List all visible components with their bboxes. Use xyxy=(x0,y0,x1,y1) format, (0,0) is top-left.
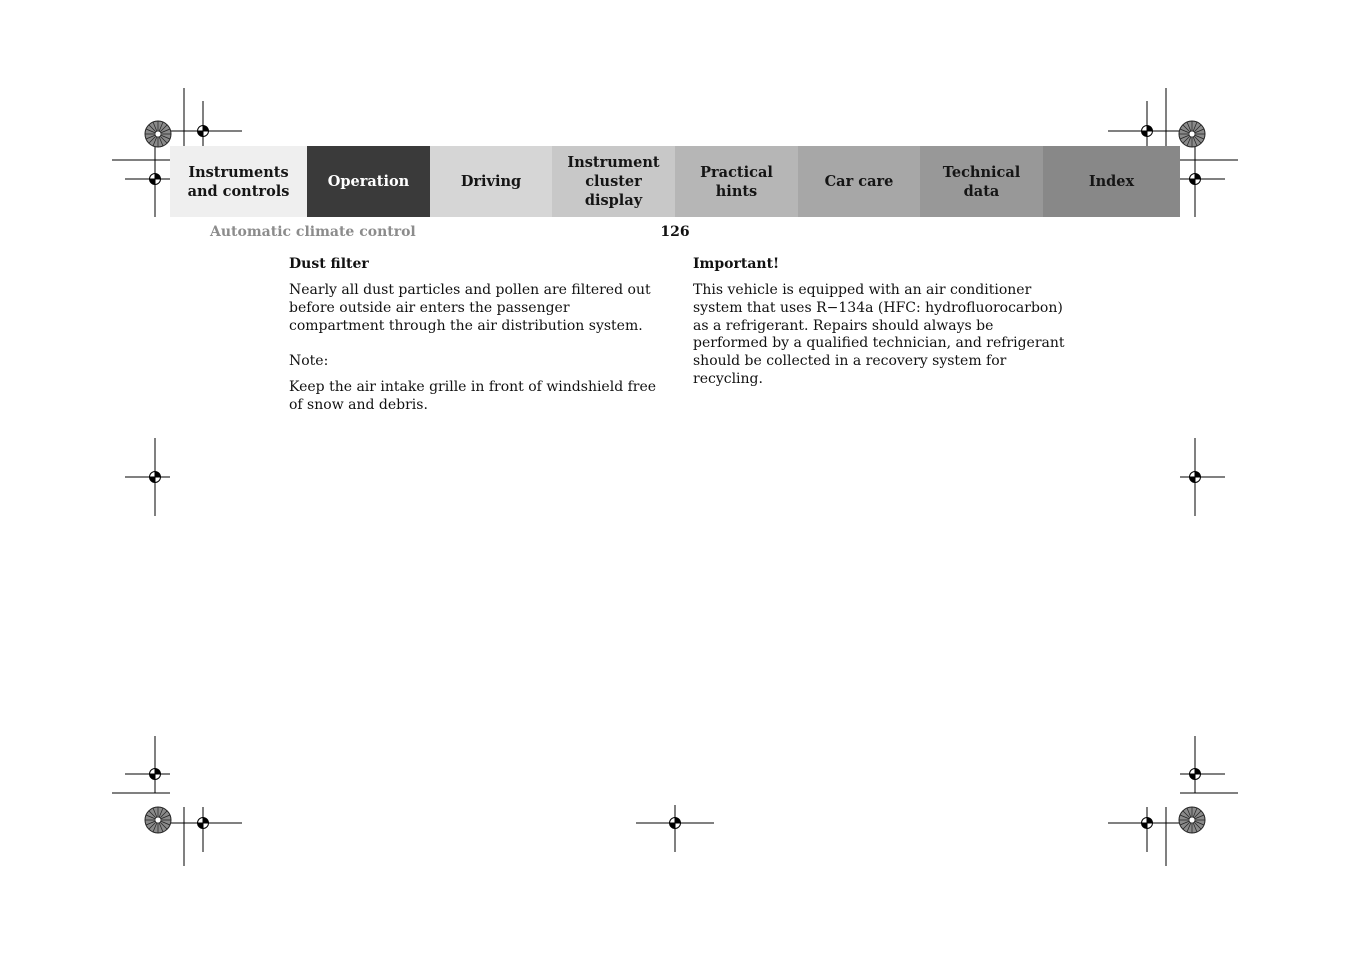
tab-car-care[interactable] xyxy=(798,146,920,217)
tab-label: Index xyxy=(1088,173,1135,190)
note-label: Note: xyxy=(289,352,329,369)
tab-technical-data[interactable] xyxy=(920,146,1043,217)
left-column xyxy=(289,256,659,432)
tab-label: Car care xyxy=(824,173,894,190)
section-tab-bar xyxy=(170,146,1180,217)
page-number: 126 xyxy=(660,224,690,240)
tab-label: Instruments and controls xyxy=(187,163,290,200)
dust-filter-heading: Dust filter xyxy=(289,256,369,272)
tab-label: Operation xyxy=(327,173,410,190)
note-text: Keep the air intake grille in front of windshield free of snow and debris. xyxy=(289,379,657,413)
important-heading: Important! xyxy=(693,256,780,272)
section-title: Automatic climate control xyxy=(210,224,416,240)
tab-practical-hints[interactable] xyxy=(675,146,798,217)
tab-label: Technical data xyxy=(942,163,1021,200)
dust-filter-text: Nearly all dust particles and pollen are filtered out before outside air enters the passenger compartment through the air distribution system. xyxy=(289,282,651,334)
important-text: This vehicle is equipped with an air conditioner system that uses R−134a (HFC: hydrofluorocarbon) as a refrigerant. Repairs should always be performed by a qualified technician, and refrigerant should be collected in a recovery system for recycling. xyxy=(693,282,1065,387)
tab-driving[interactable] xyxy=(430,146,552,217)
tab-label: Driving xyxy=(460,173,522,190)
tab-instruments-and-controls[interactable] xyxy=(170,146,307,217)
right-column xyxy=(693,256,1065,406)
tab-instrument-cluster-display[interactable] xyxy=(552,146,675,217)
tab-label: Instrument cluster display xyxy=(567,154,660,209)
tab-operation[interactable] xyxy=(307,146,430,217)
tab-label: Practical hints xyxy=(700,163,773,200)
tab-index[interactable] xyxy=(1043,146,1180,217)
